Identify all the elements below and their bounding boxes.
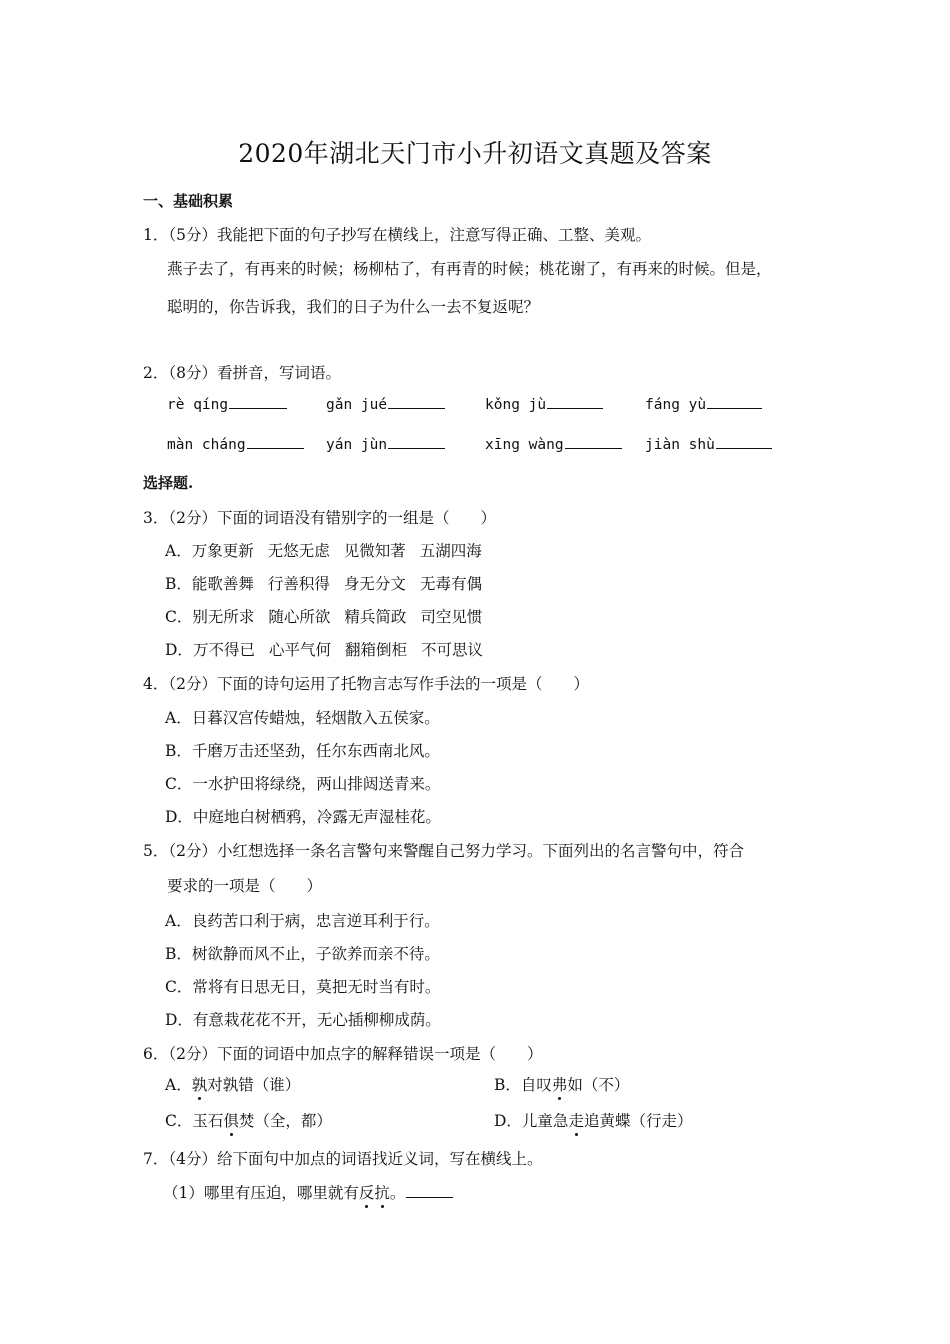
pinyin-item (645, 397, 762, 413)
pinyin-item (326, 437, 445, 453)
question-4-option-d: D．中庭地白树栖鸦，冷露无声湿桂花。 (165, 808, 441, 826)
question-4-option-a: A．日暮汉宫传蜡烛，轻烟散入五侯家。 (165, 709, 440, 727)
question-6-option-c: C．玉石俱焚（全，都） (165, 1109, 332, 1131)
pinyin-text: yán jùn (326, 437, 388, 453)
pinyin-text: xīng wàng (485, 437, 564, 453)
answer-blank[interactable] (388, 407, 445, 409)
pinyin-text: fáng yù (645, 397, 707, 413)
section-heading-choice: 选择题. (143, 474, 194, 492)
pinyin-text: gǎn jué (326, 397, 388, 413)
question-6-option-d: D．儿童急走追黄蝶（行走） (494, 1109, 692, 1131)
answer-blank[interactable] (565, 447, 622, 449)
answer-blank[interactable] (707, 407, 762, 409)
question-5-option-d: D．有意栽花花不开，无心插柳柳成荫。 (165, 1011, 441, 1029)
pinyin-item (326, 397, 445, 413)
question-3-option-d: D．万不得已 心平气何 翻箱倒柜 不可思议 (165, 641, 483, 659)
answer-blank[interactable] (229, 407, 287, 409)
pinyin-item (485, 437, 622, 453)
question-3-option-c: C．别无所求 随心所欲 精兵简政 司空见惯 (165, 608, 483, 626)
question-5-option-b: B．树欲静而风不止，子欲养而亲不待。 (165, 945, 440, 963)
question-6-option-a: A．孰对孰错（谁） (165, 1073, 300, 1095)
question-4-option-b: B．千磨万击还坚劲，任尔东西南北风。 (165, 742, 440, 760)
question-2-stem: 2．（8分）看拼音，写词语。 (143, 364, 341, 382)
question-4-stem: 4．（2分）下面的诗句运用了托物言志写作手法的一项是（ ） (143, 675, 589, 693)
emphasis-dot-char: 抗 (374, 1181, 390, 1203)
question-1-stem: 1．（5分）我能把下面的句子抄写在横线上，注意写得正确、工整、美观。 (143, 226, 651, 244)
pinyin-item (167, 397, 287, 413)
pinyin-item (645, 437, 772, 453)
pinyin-item (485, 397, 603, 413)
answer-blank[interactable] (716, 447, 772, 449)
question-4-option-c: C．一水护田将绿绕，两山排闼送青来。 (165, 775, 441, 793)
question-3-option-a: A．万象更新 无悠无虑 见微知著 五湖四海 (165, 542, 482, 560)
pinyin-text: rè qíng (167, 397, 229, 413)
question-5-option-a: A．良药苦口利于病，忠言逆耳利于行。 (165, 912, 440, 930)
pinyin-text: jiàn shù (645, 437, 715, 453)
question-5-stem: 5．（2分）小红想选择一条名言警句来警醒自己努力学习。下面列出的名言警句中，符合 (143, 842, 744, 860)
question-5-option-c: C．常将有日思无日，莫把无时当有时。 (165, 978, 441, 996)
question-3-option-b: B．能歌善舞 行善积得 身无分文 无毒有偶 (165, 575, 482, 593)
page-title: 2020年湖北天门市小升初语文真题及答案 (238, 139, 712, 168)
answer-blank[interactable] (547, 407, 603, 409)
answer-blank[interactable] (388, 447, 445, 449)
question-6-option-b: B．自叹弗如（不） (494, 1073, 629, 1095)
answer-blank[interactable] (406, 1196, 453, 1198)
question-6-stem: 6．（2分）下面的词语中加点字的解释错误一项是（ ） (143, 1045, 543, 1063)
question-7-sentence-1: （1）哪里有压迫，哪里就有反抗。 (163, 1181, 453, 1203)
section-heading-basics: 一、基础积累 (143, 192, 234, 210)
emphasis-dot-char: 走 (568, 1109, 584, 1131)
emphasis-dot-char: 弗 (552, 1073, 568, 1095)
answer-blank[interactable] (247, 447, 304, 449)
question-1-passage-line-1: 燕子去了，有再来的时候；杨柳枯了，有再青的时候；桃花谢了，有再来的时候。但是， (167, 260, 772, 278)
emphasis-dot-char: 反 (359, 1181, 375, 1203)
question-1-passage-line-2: 聪明的，你告诉我，我们的日子为什么一去不复返呢？ (167, 298, 540, 316)
question-7-stem: 7．（4分）给下面句中加点的词语找近义词，写在横线上。 (143, 1150, 543, 1168)
pinyin-text: màn cháng (167, 437, 246, 453)
question-5-stem-continued: 要求的一项是（ ） (167, 877, 323, 895)
question-3-stem: 3．（2分）下面的词语没有错别字的一组是（ ） (143, 509, 496, 527)
pinyin-item (167, 437, 304, 453)
emphasis-dot-char: 俱 (223, 1109, 239, 1131)
pinyin-text: kǒng jù (485, 397, 547, 413)
emphasis-dot-char: 孰 (192, 1073, 208, 1095)
